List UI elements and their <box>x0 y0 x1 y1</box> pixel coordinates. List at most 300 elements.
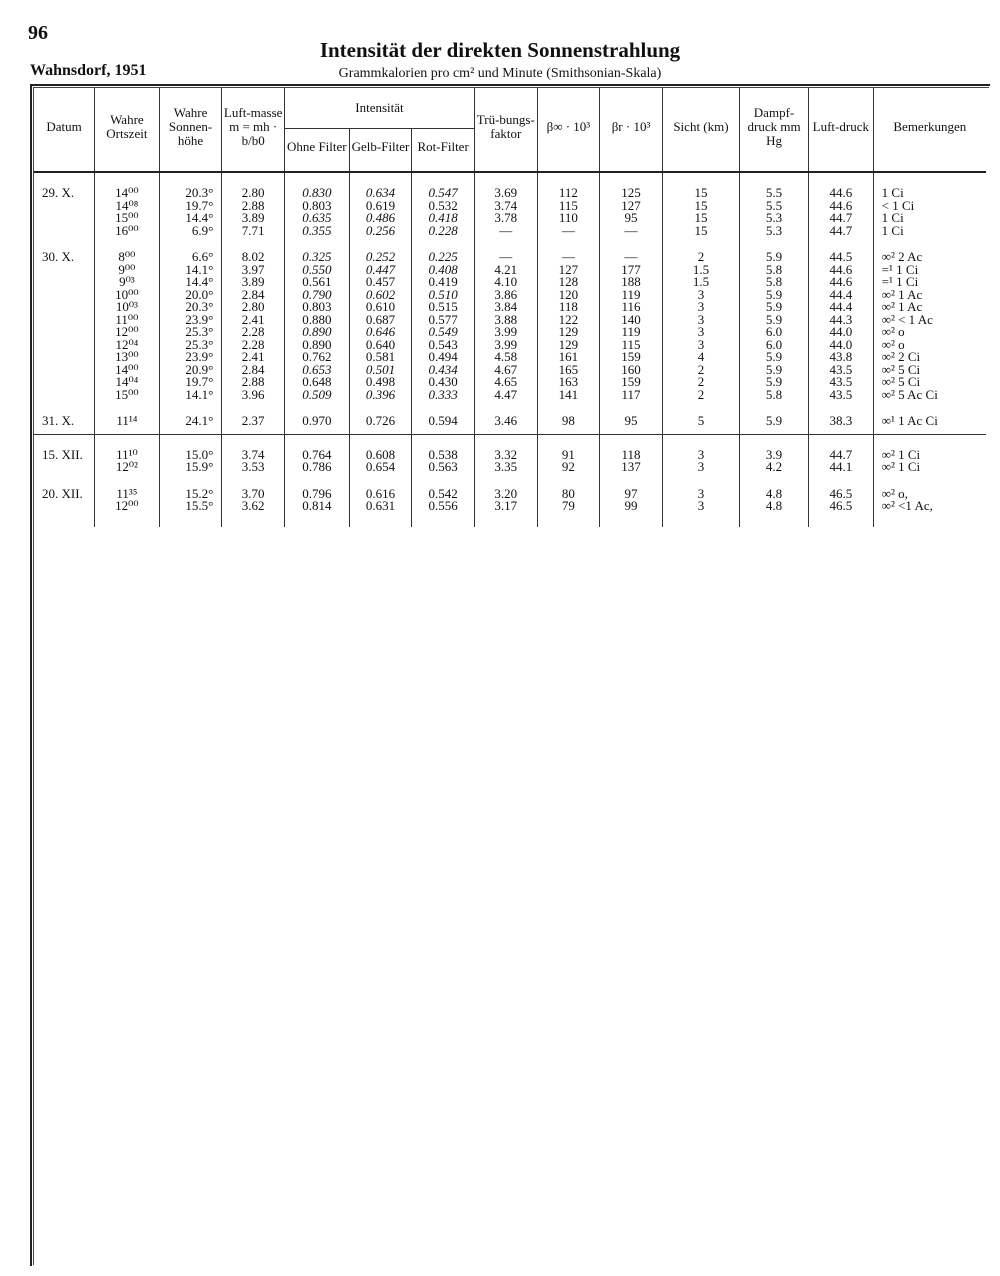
cell-rot: 0.225 <box>412 251 475 264</box>
cell-t: — <box>474 225 537 238</box>
cell-m: 3.89 <box>222 276 285 289</box>
cell-time: 15⁰⁰ <box>95 389 160 402</box>
cell-h: 15.2° <box>159 488 222 501</box>
cell-bi: 118 <box>537 301 600 314</box>
cell-rot: 0.228 <box>412 225 475 238</box>
cell-br: 188 <box>600 276 663 289</box>
cell-h: 19.7° <box>159 376 222 389</box>
cell-time: 11³⁵ <box>95 488 160 501</box>
cell-rem: ∞² 1 Ac <box>881 299 923 314</box>
cell-date <box>34 225 95 238</box>
cell-time: 10⁰⁰ <box>95 289 160 302</box>
cell-date <box>34 264 95 277</box>
cell-p: 46.5 <box>808 488 873 501</box>
cell-gelb: 0.396 <box>349 389 412 402</box>
cell-s: 3 <box>662 449 739 462</box>
table-row <box>34 225 986 238</box>
page-number: 96 <box>28 22 48 44</box>
cell-t: 3.86 <box>474 289 537 302</box>
cell-bi: 163 <box>537 376 600 389</box>
cell-d: 6.0 <box>740 339 809 352</box>
cell-ohne: 0.355 <box>284 225 349 238</box>
cell-t: 3.78 <box>474 212 537 225</box>
table-row <box>34 389 986 402</box>
cell-h: 25.3° <box>159 326 222 339</box>
cell-date: 30. X. <box>34 251 95 264</box>
spacer-cell <box>159 165 222 172</box>
cell-t: 3.99 <box>474 339 537 352</box>
cell-s: 3 <box>662 326 739 339</box>
cell-time: 11⁰⁰ <box>95 314 160 327</box>
cell-bi: 98 <box>537 415 600 428</box>
cell-br: — <box>600 225 663 238</box>
cell-d: 4.8 <box>740 488 809 501</box>
cell-date <box>34 376 95 389</box>
cell-s: 3 <box>662 500 739 513</box>
cell-d: 5.3 <box>740 225 809 238</box>
cell-time: 14⁰⁴ <box>95 376 160 389</box>
cell-bi: 128 <box>537 276 600 289</box>
cell-t: 4.65 <box>474 376 537 389</box>
cell-rem: ∞² o <box>881 336 905 352</box>
col-luftmasse: Luft-masse m = mh · b/b0 <box>222 88 285 165</box>
cell-br: 95 <box>600 415 663 428</box>
cell-d: 5.9 <box>740 301 809 314</box>
cell-s: 3 <box>662 339 739 352</box>
spacer-cell <box>740 165 809 172</box>
cell-br: 118 <box>600 449 663 462</box>
col-ohne-filter: Ohne Filter <box>284 129 349 166</box>
cell-s: 5 <box>662 415 739 428</box>
cell-gelb: 0.631 <box>349 500 412 513</box>
cell-p: 44.6 <box>808 276 873 289</box>
cell-t: 4.21 <box>474 264 537 277</box>
cell-s: 1.5 <box>662 276 739 289</box>
cell-bi: 115 <box>537 200 600 213</box>
spacer-cell <box>222 513 285 527</box>
cell-h: 24.1° <box>159 415 222 428</box>
cell-rot: 0.538 <box>412 449 475 462</box>
spacer-cell <box>474 513 537 527</box>
cell-s: 2 <box>662 251 739 264</box>
cell-m: 2.88 <box>222 376 285 389</box>
cell-time: 12⁰⁰ <box>95 326 160 339</box>
cell-s: 15 <box>662 212 739 225</box>
cell-p: 43.8 <box>808 351 873 364</box>
cell-time: 14⁰⁰ <box>95 364 160 377</box>
cell-m: 3.53 <box>222 461 285 474</box>
cell-bi: 110 <box>537 212 600 225</box>
cell-s: 15 <box>662 187 739 200</box>
spacer-cell <box>662 513 739 527</box>
cell-s: 2 <box>662 389 739 402</box>
spacer-cell <box>662 165 739 172</box>
cell-gelb: 0.486 <box>349 212 412 225</box>
radiation-table <box>34 88 986 527</box>
cell-p: 43.5 <box>808 389 873 402</box>
cell-gelb: 0.501 <box>349 364 412 377</box>
cell-time: 12⁰⁴ <box>95 339 160 352</box>
cell-m: 3.70 <box>222 488 285 501</box>
cell-time: 12⁰² <box>95 461 160 474</box>
cell-bi: — <box>537 225 600 238</box>
cell-gelb: 0.634 <box>349 187 412 200</box>
cell-d: 5.9 <box>740 376 809 389</box>
cell-date: 15. XII. <box>34 449 95 462</box>
cell-t: 3.35 <box>474 461 537 474</box>
cell-gelb: 0.498 <box>349 376 412 389</box>
cell-s: 1.5 <box>662 264 739 277</box>
spacer-cell <box>95 165 160 172</box>
cell-gelb: 0.654 <box>349 461 412 474</box>
cell-br: 95 <box>600 212 663 225</box>
cell-time: 9⁰³ <box>95 276 160 289</box>
cell-h: 20.9° <box>159 364 222 377</box>
cell-rem: ∞² 2 Ci <box>881 349 921 364</box>
cell-ohne: 0.890 <box>284 326 349 339</box>
spacer-cell <box>873 165 986 172</box>
cell-rot: 0.556 <box>412 500 475 513</box>
cell-h: 14.1° <box>159 389 222 402</box>
spacer-cell <box>808 513 873 527</box>
cell-bi: 112 <box>537 187 600 200</box>
cell-d: 4.2 <box>740 461 809 474</box>
cell-m: 2.80 <box>222 301 285 314</box>
cell-m: 3.97 <box>222 264 285 277</box>
table-row <box>34 500 986 513</box>
cell-rem: < 1 Ci <box>881 197 915 213</box>
cell-rem: ∞² 5 Ci <box>881 361 921 377</box>
cell-m: 7.71 <box>222 225 285 238</box>
cell-ohne: 0.796 <box>284 488 349 501</box>
spacer-cell <box>34 165 95 172</box>
cell-m: 2.41 <box>222 351 285 364</box>
cell-ohne: 0.803 <box>284 200 349 213</box>
cell-t: 4.67 <box>474 364 537 377</box>
cell-date <box>34 276 95 289</box>
cell-h: 14.4° <box>159 212 222 225</box>
cell-br: — <box>600 251 663 264</box>
cell-m: 2.28 <box>222 326 285 339</box>
spacer-cell <box>873 513 986 527</box>
cell-h: 15.0° <box>159 449 222 462</box>
cell-rot: 0.563 <box>412 461 475 474</box>
cell-rot: 0.494 <box>412 351 475 364</box>
cell-d: 5.9 <box>740 289 809 302</box>
cell-rem: 1 Ci <box>881 222 904 238</box>
cell-p: 44.5 <box>808 251 873 264</box>
cell-h: 15.9° <box>159 461 222 474</box>
cell-br: 115 <box>600 339 663 352</box>
cell-date: 31. X. <box>34 415 95 428</box>
cell-rem: ∞² < 1 Ac <box>881 311 933 327</box>
cell-br: 159 <box>600 376 663 389</box>
col-rot-filter: Rot-Filter <box>412 129 475 166</box>
cell-date <box>34 500 95 513</box>
cell-ohne: 0.814 <box>284 500 349 513</box>
cell-time: 13⁰⁰ <box>95 351 160 364</box>
cell-ohne: 0.970 <box>284 415 349 428</box>
cell-gelb: 0.447 <box>349 264 412 277</box>
cell-p: 43.5 <box>808 364 873 377</box>
cell-h: 20.3° <box>159 187 222 200</box>
cell-date: 29. X. <box>34 187 95 200</box>
col-dampfdruck: Dampf-druck mm Hg <box>740 88 809 165</box>
cell-bi: 91 <box>537 449 600 462</box>
cell-t: 3.74 <box>474 200 537 213</box>
cell-rot: 0.430 <box>412 376 475 389</box>
table-row <box>34 461 986 474</box>
cell-rot: 0.434 <box>412 364 475 377</box>
cell-br: 137 <box>600 461 663 474</box>
cell-d: 5.8 <box>740 389 809 402</box>
cell-bi: 127 <box>537 264 600 277</box>
cell-gelb: 0.687 <box>349 314 412 327</box>
spacer-cell <box>537 513 600 527</box>
cell-ohne: 0.830 <box>284 187 349 200</box>
cell-ohne: 0.561 <box>284 276 349 289</box>
spacer-cell <box>600 165 663 172</box>
cell-br: 116 <box>600 301 663 314</box>
cell-m: 2.80 <box>222 187 285 200</box>
cell-gelb: 0.256 <box>349 225 412 238</box>
cell-m: 2.37 <box>222 415 285 428</box>
cell-rot: 0.333 <box>412 389 475 402</box>
cell-p: 44.7 <box>808 449 873 462</box>
spacer-row <box>34 513 986 527</box>
cell-h: 25.3° <box>159 339 222 352</box>
cell-br: 119 <box>600 289 663 302</box>
cell-gelb: 0.608 <box>349 449 412 462</box>
cell-p: 44.4 <box>808 301 873 314</box>
cell-d: 4.8 <box>740 500 809 513</box>
cell-s: 3 <box>662 301 739 314</box>
cell-d: 5.9 <box>740 351 809 364</box>
cell-ohne: 0.325 <box>284 251 349 264</box>
cell-d: 5.9 <box>740 364 809 377</box>
cell-date <box>34 389 95 402</box>
cell-rem: 1 Ci <box>881 210 904 225</box>
cell-h: 20.0° <box>159 289 222 302</box>
col-beta-inf: β∞ · 10³ <box>537 88 600 165</box>
cell-p: 44.7 <box>808 212 873 225</box>
cell-bi: — <box>537 251 600 264</box>
cell-date <box>34 326 95 339</box>
cell-gelb: 0.581 <box>349 351 412 364</box>
cell-m: 3.96 <box>222 389 285 402</box>
cell-time: 12⁰⁰ <box>95 500 160 513</box>
cell-m: 2.84 <box>222 289 285 302</box>
cell-h: 14.1° <box>159 264 222 277</box>
cell-m: 3.89 <box>222 212 285 225</box>
cell-p: 38.3 <box>808 415 873 428</box>
cell-h: 23.9° <box>159 351 222 364</box>
cell-p: 43.5 <box>808 376 873 389</box>
cell-br: 125 <box>600 187 663 200</box>
cell-rem: ∞² 5 Ci <box>881 374 921 389</box>
cell-gelb: 0.610 <box>349 301 412 314</box>
cell-rot: 0.418 <box>412 212 475 225</box>
cell-p: 44.6 <box>808 264 873 277</box>
col-intensitaet: Intensität <box>284 88 474 129</box>
cell-d: 5.8 <box>740 264 809 277</box>
spacer-cell <box>808 165 873 172</box>
cell-rem: ∞¹ 1 Ac Ci <box>881 413 938 428</box>
cell-bi: 165 <box>537 364 600 377</box>
cell-d: 5.9 <box>740 415 809 428</box>
cell-t: 4.47 <box>474 389 537 402</box>
cell-d: 3.9 <box>740 449 809 462</box>
cell-p: 44.6 <box>808 200 873 213</box>
col-truebungsfaktor: Trü-bungs-faktor <box>474 88 537 165</box>
cell-h: 15.5° <box>159 500 222 513</box>
cell-ohne: 0.790 <box>284 289 349 302</box>
cell-s: 3 <box>662 314 739 327</box>
cell-rot: 0.577 <box>412 314 475 327</box>
cell-h: 6.9° <box>159 225 222 238</box>
cell-m: 2.84 <box>222 364 285 377</box>
cell-date <box>34 289 95 302</box>
spacer-cell <box>34 513 95 527</box>
cell-ohne: 0.509 <box>284 389 349 402</box>
cell-rot: 0.547 <box>412 187 475 200</box>
cell-rem: 1 Ci <box>881 185 904 200</box>
cell-gelb: 0.457 <box>349 276 412 289</box>
cell-rot: 0.542 <box>412 488 475 501</box>
cell-p: 44.0 <box>808 326 873 339</box>
cell-br: 119 <box>600 326 663 339</box>
spacer-cell <box>95 513 160 527</box>
page-title: Intensität der direkten Sonnenstrahlung <box>319 38 681 62</box>
cell-bi: 161 <box>537 351 600 364</box>
spacer-cell <box>412 165 475 172</box>
cell-t: 3.99 <box>474 326 537 339</box>
cell-s: 3 <box>662 488 739 501</box>
cell-rem: ∞² 5 Ac Ci <box>881 386 938 402</box>
col-bemerkungen: Bemerkungen <box>893 118 967 134</box>
cell-bi: 129 <box>537 326 600 339</box>
cell-t: 3.69 <box>474 187 537 200</box>
cell-p: 44.6 <box>808 187 873 200</box>
cell-t: 4.10 <box>474 276 537 289</box>
cell-s: 15 <box>662 200 739 213</box>
cell-gelb: 0.640 <box>349 339 412 352</box>
cell-date: 20. XII. <box>34 488 95 501</box>
cell-t: 3.84 <box>474 301 537 314</box>
cell-ohne: 0.762 <box>284 351 349 364</box>
cell-s: 3 <box>662 461 739 474</box>
cell-ohne: 0.635 <box>284 212 349 225</box>
cell-m: 3.74 <box>222 449 285 462</box>
cell-br: 97 <box>600 488 663 501</box>
cell-h: 6.6° <box>159 251 222 264</box>
cell-bi: 79 <box>537 500 600 513</box>
cell-date <box>34 314 95 327</box>
cell-time: 9⁰⁰ <box>95 264 160 277</box>
cell-time: 8⁰⁰ <box>95 251 160 264</box>
cell-br: 99 <box>600 500 663 513</box>
cell-br: 140 <box>600 314 663 327</box>
cell-gelb: 0.619 <box>349 200 412 213</box>
col-ortszeit: Wahre Ortszeit <box>95 88 160 165</box>
cell-ohne: 0.653 <box>284 364 349 377</box>
cell-rot: 0.532 <box>412 200 475 213</box>
cell-s: 15 <box>662 225 739 238</box>
col-luftdruck: Luft-druck <box>808 88 873 165</box>
cell-t: 3.20 <box>474 488 537 501</box>
cell-gelb: 0.602 <box>349 289 412 302</box>
cell-gelb: 0.616 <box>349 488 412 501</box>
cell-d: 5.3 <box>740 212 809 225</box>
cell-br: 177 <box>600 264 663 277</box>
cell-time: 16⁰⁰ <box>95 225 160 238</box>
cell-ohne: 0.880 <box>284 314 349 327</box>
cell-rot: 0.594 <box>412 415 475 428</box>
spacer-cell <box>284 165 349 172</box>
station-label: Wahnsdorf, 1951 <box>30 62 147 79</box>
cell-ohne: 0.764 <box>284 449 349 462</box>
cell-s: 3 <box>662 289 739 302</box>
cell-ohne: 0.803 <box>284 301 349 314</box>
table-body <box>34 165 986 527</box>
cell-rot: 0.543 <box>412 339 475 352</box>
cell-time: 14⁰⁰ <box>95 187 160 200</box>
cell-time: 10⁰³ <box>95 301 160 314</box>
cell-date <box>34 461 95 474</box>
cell-s: 2 <box>662 364 739 377</box>
cell-d: 5.9 <box>740 314 809 327</box>
cell-rem: ∞² 1 Ci <box>881 459 921 474</box>
cell-rem: =¹ 1 Ci <box>881 261 919 277</box>
cell-rem: =¹ 1 Ci <box>881 274 919 289</box>
cell-h: 19.7° <box>159 200 222 213</box>
cell-br: 127 <box>600 200 663 213</box>
cell-gelb: 0.726 <box>349 415 412 428</box>
cell-d: 5.5 <box>740 187 809 200</box>
cell-br: 117 <box>600 389 663 402</box>
col-datum: Datum <box>34 88 95 165</box>
cell-rem: ∞² o <box>881 324 905 339</box>
spacer-cell <box>222 165 285 172</box>
cell-m: 3.62 <box>222 500 285 513</box>
cell-bi: 122 <box>537 314 600 327</box>
cell-rem: ∞² 2 Ac <box>881 249 923 264</box>
cell-date <box>34 339 95 352</box>
cell-m: 2.28 <box>222 339 285 352</box>
spacer-cell <box>349 165 412 172</box>
col-sicht: Sicht (km) <box>662 88 739 165</box>
cell-gelb: 0.252 <box>349 251 412 264</box>
cell-t: 3.46 <box>474 415 537 428</box>
cell-t: 3.17 <box>474 500 537 513</box>
cell-rot: 0.549 <box>412 326 475 339</box>
cell-d: 5.5 <box>740 200 809 213</box>
cell-date <box>34 200 95 213</box>
spacer-cell <box>159 513 222 527</box>
spacer-cell <box>412 513 475 527</box>
cell-rot: 0.515 <box>412 301 475 314</box>
cell-gelb: 0.646 <box>349 326 412 339</box>
cell-p: 44.7 <box>808 225 873 238</box>
cell-t: 3.88 <box>474 314 537 327</box>
cell-t: 4.58 <box>474 351 537 364</box>
cell-s: 4 <box>662 351 739 364</box>
cell-t: — <box>474 251 537 264</box>
cell-bi: 120 <box>537 289 600 302</box>
cell-p: 44.3 <box>808 314 873 327</box>
cell-m: 8.02 <box>222 251 285 264</box>
cell-date <box>34 301 95 314</box>
